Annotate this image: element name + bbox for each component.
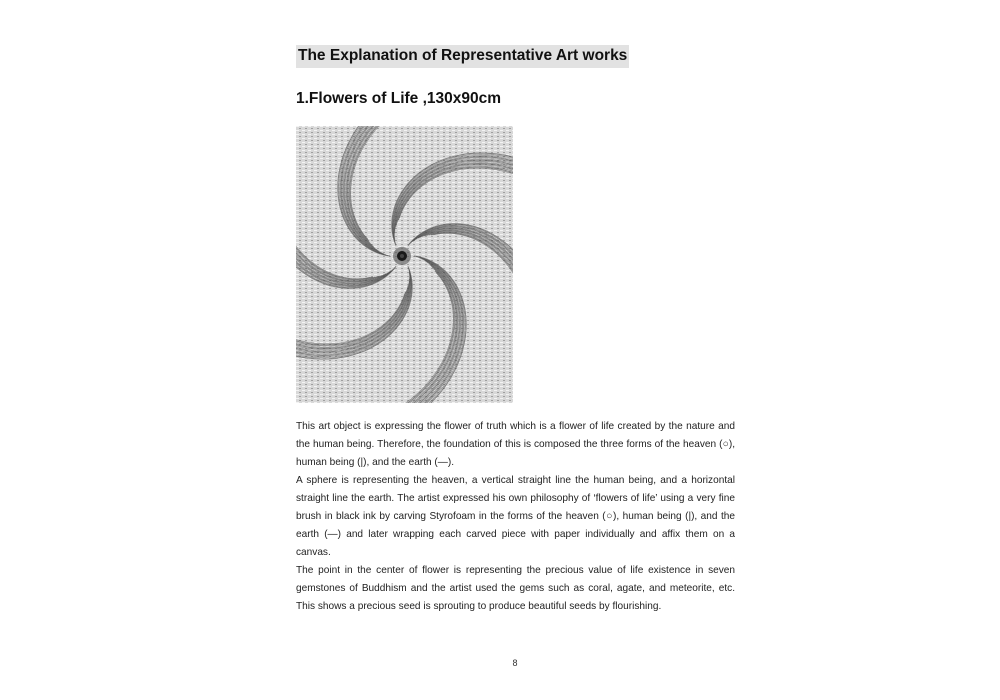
body-text	[296, 418, 735, 616]
artwork-image	[296, 126, 513, 403]
paragraph: The point in the center of flower is representing the precious value of life existence in seven gemstones of Buddhism and the artist used the gems such as coral, agate, and meteorite, etc. This shows a precious seed is sprouting to produce beautiful seeds by flourishing.	[296, 565, 735, 612]
artwork-title: 1.Flowers of Life ,130x90cm	[296, 90, 502, 107]
spiral-flower-artwork-icon	[296, 126, 513, 403]
paragraph: This art object is expressing the flower of truth which is a flower of life created by the nature and the human being. Therefore, the foundation of this is composed the three forms of the heaven (○), human being (|), and the earth (—).	[296, 421, 735, 468]
page-heading: The Explanation of Representative Art works	[296, 45, 629, 68]
page-number: 8	[512, 658, 518, 668]
paragraph: A sphere is representing the heaven, a vertical straight line the human being, and a horizontal straight line the earth. The artist expressed his own philosophy of ‘flowers of life’ using a very fine brush in black ink by carving Styrofoam in the forms of the heaven (○), human being (|), and the earth (—) and later wrapping each carved piece with paper individually and affix them on a canvas.	[296, 475, 735, 558]
